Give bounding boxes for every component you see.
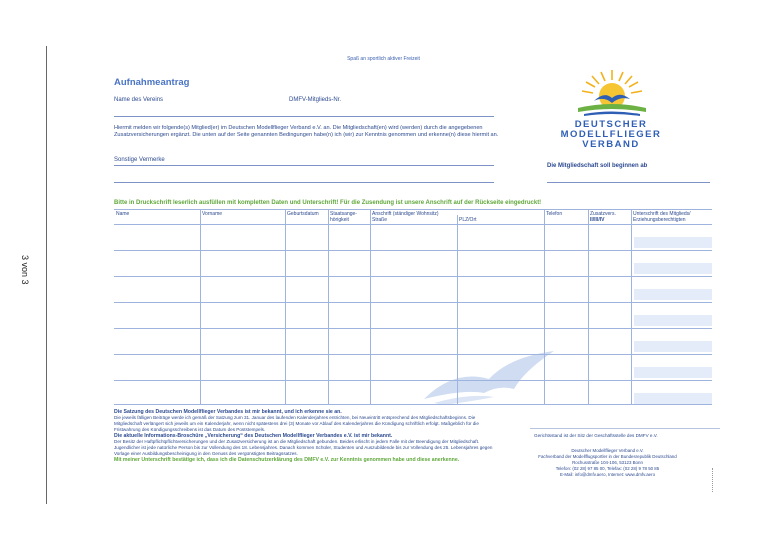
col-divider [370,209,371,405]
sonstige-vermerke-label: Sonstige Vermerke [114,157,165,163]
col-header-staatsangehoerigkeit [330,211,357,223]
table-row [114,302,712,303]
col-divider [285,209,286,405]
address-block [520,448,695,478]
table-row [114,276,712,277]
terms-text-2: Der Besitz der Haftpflichtpflichtversicherungen und der Zusatzversicherung ist an die Mitgliedschaft gebunden. Beides erlischt in jedem Falle mit der Beendigung der Mitgliedschaft. Jugendlicher ist jede natürliche Person bis zur Vollendung des 18. Lebensjahres. Danach kommen Schüler, Studenten und Auszubildende bis zur Vollendung des 25. Lebensjahres gegen Vorlage einer Ausbildungsbescheinigung in den Genuss des vergünstigten Beitragssatzes. [114,439,493,456]
col-header-name: Name [116,211,130,217]
terms-heading-3: Mit meiner Unterschrift bestätige ich, dass ich die Datenschutzerklärung des DMFV e.V. zur Kenntnis genommen habe und diese anerkenne. [114,457,460,463]
sonstige-input-line-1[interactable] [114,165,494,166]
col-header-telefon: Telefon [546,211,563,217]
anschrift-line-2: Straße [372,217,388,223]
col-header-plz-ort: PLZ/Ort [459,217,477,223]
terms-heading-2: Die aktuelle Informations-Broschüre „Versicherung“ des Deutschen Modellflieger Verbandes e.V. ist mir bekannt. [114,433,393,439]
address-line-3: Rochusstraße 104-106, 53123 Bonn [572,460,643,465]
header-bottom-border [114,224,712,225]
verein-input-line[interactable] [114,116,494,117]
logo-wordmark [532,120,690,150]
logo-line-1: DEUTSCHER [574,119,648,130]
fill-instruction: Bitte in Druckschrift leserlich ausfüllen mit kompletten Daten und Unterschrift! Für die Zusendung ist unsere Anschrift auf der Rückseite eingedruckt! [114,200,542,206]
bird-watermark-icon [414,349,564,405]
name-des-vereins-label: Name des Vereins [114,97,164,103]
dmfv-sun-logo-icon [572,66,652,118]
col-header-anschrift [372,211,439,223]
address-line-1: Deutscher Modellflieger Verband e.V. [571,448,644,453]
sonstige-input-line-2[interactable] [114,182,494,183]
anschrift-line-1: Anschrift (ständiger Wohnsitz) [372,211,439,217]
logo-line-2: MODELLFLIEGER [560,129,662,140]
logo-line-3: VERBAND [582,139,640,150]
gerichtsstand-text: Gerichtsstand ist der Sitz der Geschäftsstelle des DMFV e.V. [534,433,658,438]
col-divider [544,209,545,405]
terms-heading-1: Die Satzung des Deutschen Modellflieger Verbandes ist mir bekannt, und ich erkenne sie an. [114,409,342,415]
table-row [114,380,712,381]
page-left-rule [46,46,47,504]
address-line-2: Fachverband der Modellflugsportler in der Bundesrepublik Deutschland [538,454,677,459]
sig-shade [634,393,712,404]
col-header-vorname: Vorname [202,211,223,217]
page-number-label: 3 von 3 [20,255,30,285]
col-divider [631,209,632,405]
table-row [114,354,712,355]
table-row [114,250,712,251]
col-divider [457,215,458,405]
col-divider [200,209,201,405]
perforation-marks [712,468,714,492]
sig-shade [634,289,712,300]
unterschrift-line-1: Unterschrift des Mitglieds/ [633,211,691,217]
tagline: Spaß an sportlich aktiver Freizeit [347,56,420,62]
staat-line-2: hörigkeit [330,217,349,223]
table-row [114,328,712,329]
beginn-input-line[interactable] [547,182,710,183]
declaration-text: Hiermit melden wir folgende(s) Mitglied(er) im Deutschen Modellflieger Verband e.V. an. Die Mitgliedschaft(en) wird (werden) durch die angegebenen Zusatzversicherungen ergänzt. Die unten auf der Seite genannten Bedingungen habe(n) ich (wir) zur Kenntnis genommen und erkenne(n) diese hiermit an. [114,125,499,138]
signature-line[interactable] [530,428,720,429]
form-title: Aufnahmeantrag [114,77,190,88]
sig-shade [634,341,712,352]
sig-shade [634,367,712,378]
mitgliedschaft-beginn-label: Die Mitgliedschaft soll beginnen ab [547,163,648,169]
member-table [114,209,712,405]
zusatz-line-1: Zusatzvers. [590,211,616,217]
col-divider [588,209,589,405]
table-top-border [114,209,712,210]
sig-shade [634,237,712,248]
sig-shade [634,263,712,274]
col-divider [328,209,329,405]
terms-block [114,409,504,463]
address-line-5: E-Mail: info@dmfv.aero, Internet: www.dmfv.aero [559,472,656,477]
address-line-4: Telefon: (02 28) 97 85 00, Telefax: (02 28) 9 78 50 85 [555,466,660,471]
col-header-zusatzvers [590,211,616,223]
terms-text-1: Die jeweils fälligen Beiträge werde ich gemäß der Satzung zum 31. Januar des laufenden Kalenderjahres entrichten, bei Neueintritt entsprechend des Mitgliedschaftsbeginns. Die Mitgliedschaft verlängert sich jeweils um ein Kalenderjahr, wenn nicht spätestens drei (3) Monate vor Ablauf des Kalenderjahres die Kündigung schriftlich erfolgt. Maßgeblich für die Fristwahrung des Kündigungsschreibens ist das Datum des Poststempels. [114,415,479,432]
sig-shade [634,315,712,326]
zusatz-line-2: II/III/IV [590,217,605,223]
unterschrift-line-2: Erziehungsberechtigten [633,217,686,223]
col-header-unterschrift [633,211,691,223]
table-row [114,404,712,405]
mitglieds-nr-label: DMFV-Mitglieds-Nr. [289,97,342,103]
staat-line-1: Staatsange- [330,211,357,217]
col-header-geburtsdatum: Geburtsdatum [287,211,319,217]
